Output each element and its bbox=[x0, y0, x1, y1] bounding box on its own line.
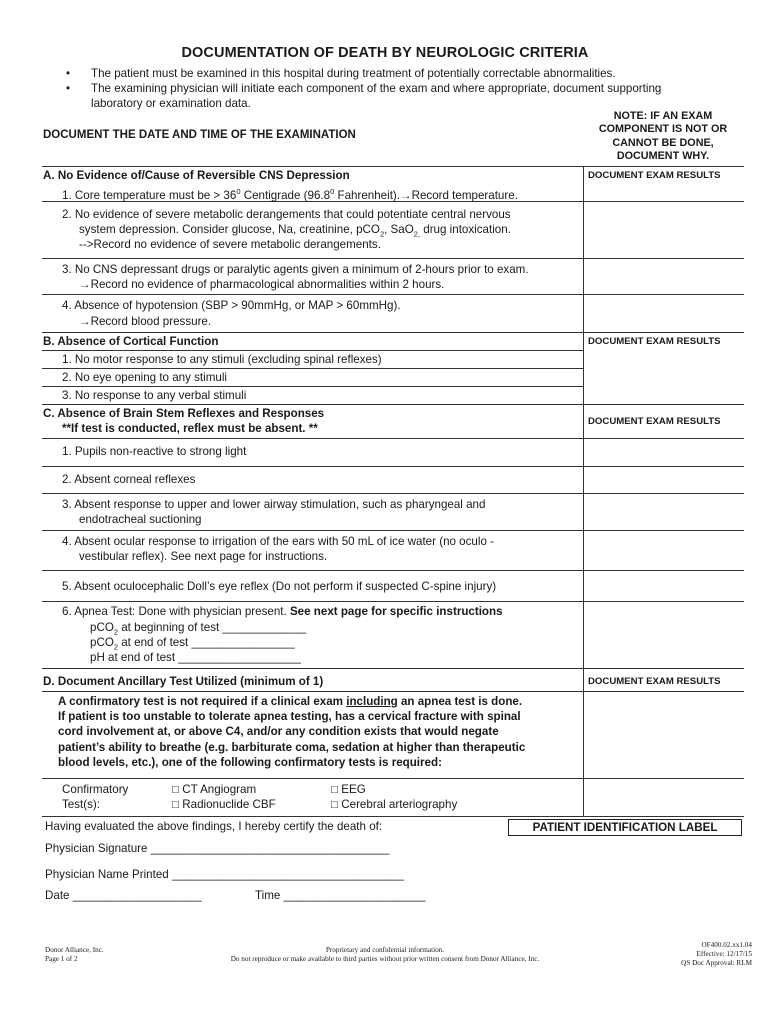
confirmatory-label: Confirmatory bbox=[62, 783, 129, 796]
section-c-subheading: **If test is conducted, reflex must be absent. ** bbox=[62, 422, 318, 435]
section-b-heading: B. Absence of Cortical Function bbox=[43, 335, 219, 348]
section-b-item-3: 3. No response to any verbal stimuli bbox=[62, 389, 247, 402]
document-exam-results-a: DOCUMENT EXAM RESULTS bbox=[588, 170, 721, 181]
section-a-heading: A. No Evidence of/Cause of Reversible CNS Depression bbox=[43, 169, 350, 182]
confirmatory-line: If patient is too unstable to tolerate apnea testing, has a cervical fracture with spinal bbox=[58, 710, 521, 724]
document-date-label: DOCUMENT THE DATE AND TIME OF THE EXAMINATION bbox=[43, 129, 356, 141]
confirmatory-line: cord involvement at, or above C4, and/or any condition exists that would negate bbox=[58, 725, 499, 739]
footer-reproduce-notice: Do not reproduce or make available to third parties without prior written consent from Donor Alliance, Inc. bbox=[230, 955, 540, 964]
footer-right bbox=[681, 941, 752, 969]
section-c-item-5: 5. Absent oculocephalic Doll’s eye reflex (Do not perform if suspected C-spine injury) bbox=[62, 580, 497, 593]
section-c-item-1: 1. Pupils non-reactive to strong light bbox=[62, 445, 247, 458]
section-c-item-2: 2. Absent corneal reflexes bbox=[62, 473, 196, 486]
instruction-bullet: • The patient must be examined in this hospital during treatment of potentially correctable abnormalities. bbox=[58, 66, 708, 81]
footer-doc-number: OF400.02.xx1.04 bbox=[701, 941, 752, 949]
confirmatory-line: blood levels, etc.), one of the following confirmatory tests is required: bbox=[58, 755, 442, 769]
confirmatory-line: patient’s ability to breathe (e.g. barbiturate coma, sedation at higher than therapeutic bbox=[58, 740, 526, 754]
checkbox-icon: □ bbox=[331, 783, 339, 796]
checkbox-icon: □ bbox=[172, 798, 180, 811]
date-field[interactable]: Date ____________________ bbox=[45, 889, 202, 902]
footer-left bbox=[45, 946, 104, 964]
footer-page-number: Page 1 of 2 bbox=[45, 955, 78, 964]
footer-center bbox=[180, 946, 590, 964]
section-c-item-6: 6. Apnea Test: Done with physician present. See next page for specific instructions bbox=[62, 605, 503, 618]
document-exam-results-d: DOCUMENT EXAM RESULTS bbox=[588, 676, 721, 687]
section-b-item-1: 1. No motor response to any stimuli (excluding spinal reflexes) bbox=[62, 353, 382, 366]
patient-identification-label: PATIENT IDENTIFICATION LABEL bbox=[508, 819, 742, 836]
section-c-item-3-cont: endotracheal suctioning bbox=[79, 513, 202, 526]
section-a-item-1: 1. Core temperature must be > $36^0$ Centigrade (96.8$^0$ Fahrenheit).→Record temperature. bbox=[62, 187, 518, 202]
instruction-list bbox=[58, 66, 708, 111]
physician-name-field[interactable]: Physician Name Printed ____________________________________ bbox=[45, 868, 405, 881]
checkbox-icon: □ bbox=[172, 783, 180, 796]
document-exam-results-c: DOCUMENT EXAM RESULTS bbox=[588, 416, 721, 427]
section-a-item-4-record: →Record blood pressure. bbox=[79, 315, 212, 328]
footer-approval: QS Doc Approval: RLM bbox=[681, 959, 752, 968]
checkbox-icon: □ bbox=[331, 798, 339, 811]
document-title: DOCUMENTATION OF DEATH BY NEUROLOGIC CRITERIA bbox=[181, 45, 589, 61]
footer-org: Donor Alliance, Inc. bbox=[45, 946, 104, 954]
section-c-heading: C. Absence of Brain Stem Reflexes and Responses bbox=[43, 407, 325, 420]
certify-statement: Having evaluated the above findings, I hereby certify the death of: bbox=[45, 820, 383, 833]
apnea-pco2-begin: pCO$_2$ at beginning of test _____________ bbox=[90, 621, 307, 637]
document-exam-results-b: DOCUMENT EXAM RESULTS bbox=[588, 336, 721, 347]
section-c-item-4-cont: vestibular reflex). See next page for instructions. bbox=[79, 550, 328, 563]
section-d-heading: D. Document Ancillary Test Utilized (minimum of 1) bbox=[43, 675, 324, 688]
section-c-item-4: 4. Absent ocular response to irrigation of the ears with 50 mL of ice water (no oculo - bbox=[62, 535, 494, 548]
section-a-item-3: 3. No CNS depressant drugs or paralytic agents given a minimum of 2-hours prior to exam. bbox=[62, 263, 529, 276]
checkbox-radionuclide-cbf[interactable]: □ Radionuclide CBF bbox=[172, 798, 276, 811]
checkbox-cerebral-arteriography[interactable]: □ Cerebral arteriography bbox=[331, 798, 458, 811]
section-a-item-2-record: -->Record no evidence of severe metabolic derangements. bbox=[79, 238, 381, 251]
section-a-item-4: 4. Absence of hypotension (SBP > 90mmHg, or MAP > 60mmHg). bbox=[62, 299, 401, 312]
footer-effective-date: Effective: 12/17/15 bbox=[696, 950, 752, 959]
checkbox-eeg[interactable]: □ EEG bbox=[331, 783, 366, 796]
confirmatory-line-1: A confirmatory test is not required if a clinical exam including an apnea test is done. bbox=[58, 695, 523, 708]
section-c-item-3: 3. Absent response to upper and lower airway stimulation, such as pharyngeal and bbox=[62, 498, 486, 511]
tests-label: Test(s): bbox=[62, 798, 101, 811]
note-text: NOTE: IF AN EXAM COMPONENT IS NOT OR CANNOT BE DONE, DOCUMENT WHY. bbox=[598, 110, 728, 163]
apnea-pco2-end: pCO$_2$ at end of test ________________ bbox=[90, 636, 295, 652]
section-b-item-2: 2. No eye opening to any stimuli bbox=[62, 371, 227, 384]
section-a-item-2: 2. No evidence of severe metabolic derangements that could potentiate central nervous bbox=[62, 208, 511, 221]
confirmatory-test-paragraph bbox=[58, 694, 578, 770]
physician-signature-field[interactable]: Physician Signature _____________________________________ bbox=[45, 842, 390, 855]
footer-confidential: Proprietary and confidential information. bbox=[325, 946, 445, 954]
checkbox-ct-angiogram[interactable]: □ CT Angiogram bbox=[172, 783, 257, 796]
section-a-item-3-record: →Record no evidence of pharmacological abnormalities within 2 hours. bbox=[79, 278, 445, 291]
apnea-ph-end: pH at end of test ___________________ bbox=[90, 651, 301, 664]
instruction-bullet: • The examining physician will initiate each component of the exam and where appropriate, document supporting laboratory or examination data. bbox=[58, 81, 708, 111]
time-field[interactable]: Time ______________________ bbox=[255, 889, 426, 902]
section-a-item-2-cont: system depression. Consider glucose, Na, creatinine, pCO$_2$, SaO$_{2,}$ drug intoxication. bbox=[79, 223, 511, 239]
